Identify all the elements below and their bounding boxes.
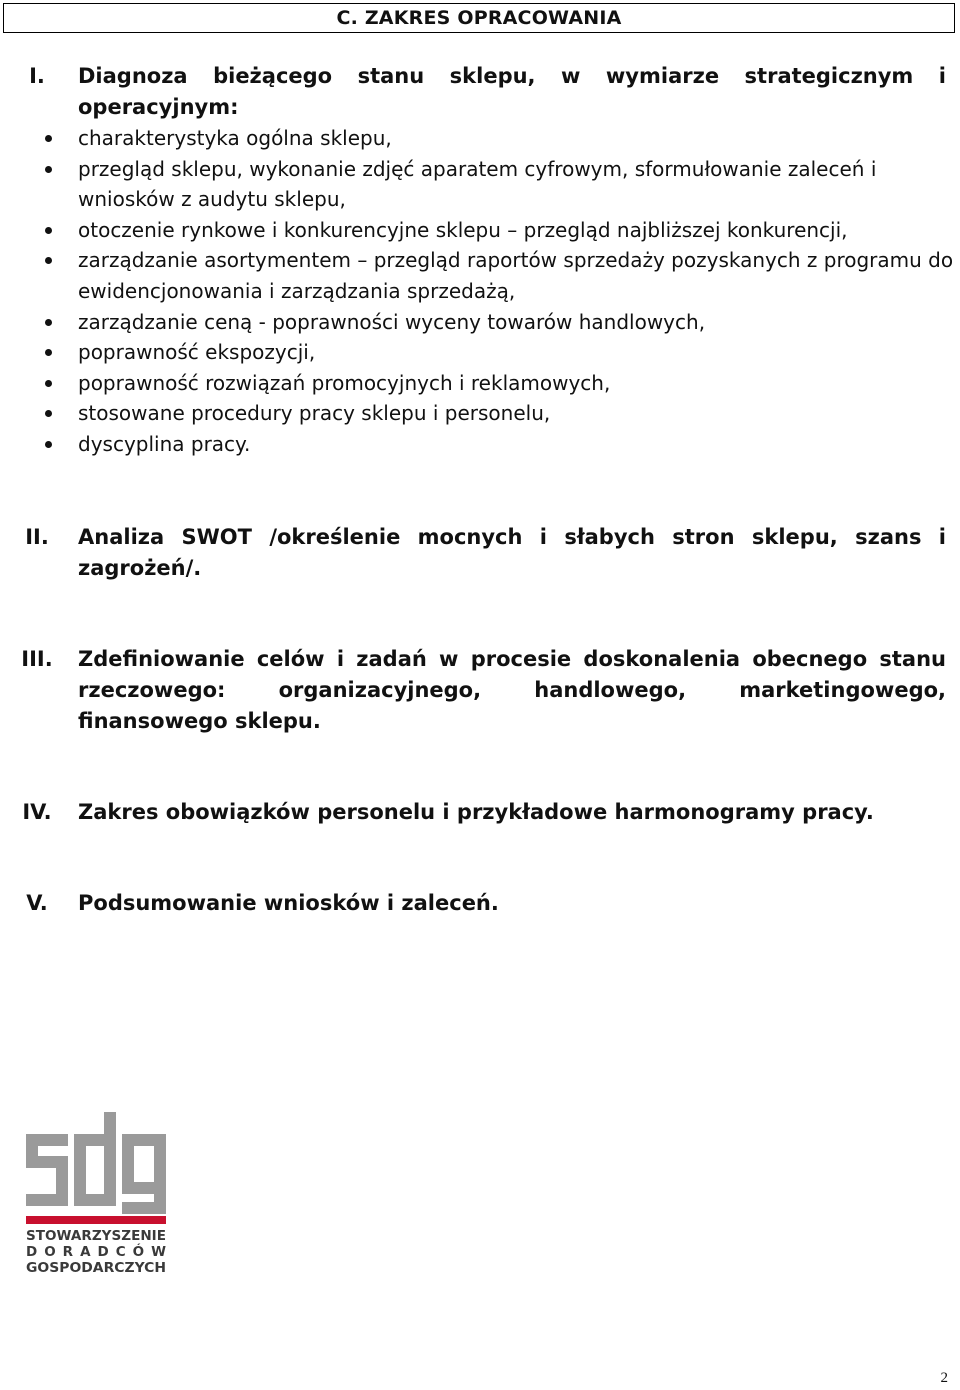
list-item-text: poprawność ekspozycji, <box>78 340 316 365</box>
logo-line-1: STOWARZYSZENIE <box>26 1228 167 1244</box>
section-number: IV. <box>22 800 52 824</box>
list-item <box>0 337 958 368</box>
logo-line-2: DORADCÓW <box>26 1244 166 1260</box>
list-item <box>0 429 958 460</box>
bullet-icon <box>45 227 52 234</box>
section-number: III. <box>21 647 53 671</box>
section-number: II. <box>25 525 49 549</box>
section-number: I. <box>29 64 45 88</box>
bullet-icon <box>45 441 52 448</box>
bullet-icon <box>45 166 52 173</box>
bullet-icon <box>45 410 52 417</box>
sdg-logo-icon <box>24 1112 174 1282</box>
list-item <box>0 123 958 154</box>
section-number: V. <box>26 891 48 915</box>
list-item <box>0 154 958 215</box>
list-item-text: dyscyplina pracy. <box>78 431 251 456</box>
list-item-text: przegląd sklepu, wykonanie zdjęć aparatem cyfrowym, sformułowanie zaleceń i wniosków z audytu sklepu, <box>78 156 877 212</box>
sdg-logo <box>24 1112 174 1282</box>
section-header <box>3 3 955 33</box>
page-number: 2 <box>940 1370 948 1386</box>
list-item <box>0 398 958 429</box>
logo-line-3: GOSPODARCZYCH <box>26 1260 166 1276</box>
bullet-icon <box>45 135 52 142</box>
list-item-text: otoczenie rynkowe i konkurencyjne sklepu – przegląd najbliższej konkurencji, <box>78 217 848 242</box>
section-heading: Diagnoza bieżącego stanu sklepu, w wymiarze strategicznym i operacyjnym: <box>78 64 946 119</box>
bullet-icon <box>45 319 52 326</box>
list-item-text: poprawność rozwiązań promocyjnych i reklamowych, <box>78 370 611 395</box>
list-item <box>0 245 958 306</box>
bullet-icon <box>45 380 52 387</box>
bullet-list <box>0 123 960 460</box>
section-heading: Zdefiniowanie celów i zadań w procesie doskonalenia obecnego stanu rzeczowego: organizacyjnego, handlowego, marketingowego, finansowego sklepu. <box>78 647 946 733</box>
list-item-text: zarządzanie asortymentem – przegląd raportów sprzedaży pozyskanych z programu do ewidencjonowania i zarządzania sprzedażą, <box>78 248 954 303</box>
section-heading: Zakres obowiązków personelu i przykładowe harmonogramy pracy. <box>78 800 874 824</box>
list-item <box>0 307 958 338</box>
bullet-icon <box>45 349 52 356</box>
list-item-text: charakterystyka ogólna sklepu, <box>78 126 392 150</box>
list-item-text: stosowane procedury pracy sklepu i personelu, <box>78 401 551 426</box>
section-heading: Podsumowanie wniosków i zaleceń. <box>78 891 499 915</box>
section-title: C. ZAKRES OPRACOWANIA <box>336 7 622 29</box>
bullet-icon <box>45 257 52 264</box>
list-item <box>0 215 958 246</box>
list-item <box>0 368 958 399</box>
section-heading: Analiza SWOT /określenie mocnych i słabych stron sklepu, szans i zagrożeń/. <box>78 525 946 580</box>
list-item-text: zarządzanie ceną - poprawności wyceny towarów handlowych, <box>78 309 706 334</box>
